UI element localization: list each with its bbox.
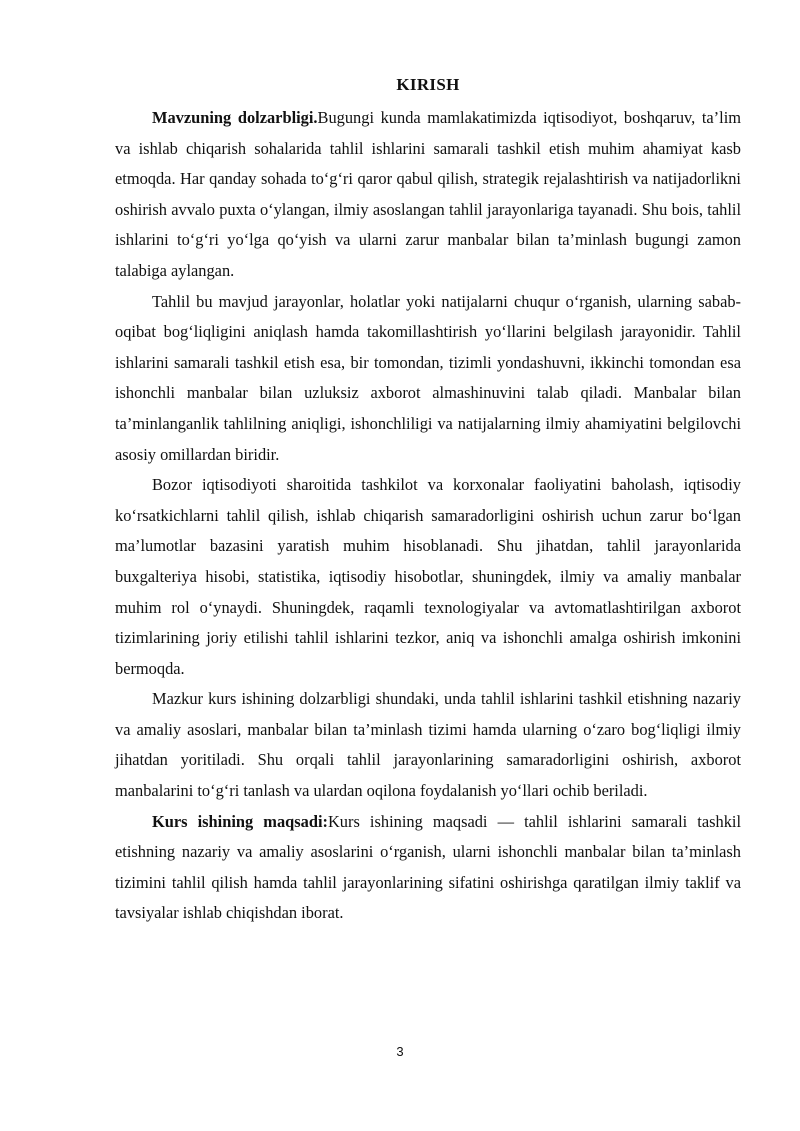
- paragraph-text-course-relevance: Mazkur kurs ishining dolzarbligi shundaki, unda tahlil ishlarini tashkil etishning nazariy va amaliy asoslari, manbalar bilan ta’minlash tizimi hamda ularning o‘zaro bog‘liqligi ilmiy jihatdan yoritiladi. Shu orqali tahlil jarayonlarining samaradorligini oshirish, axborot manbalarini to‘g‘ri tanlash va ulardan oqilona foydalanish yo‘llari ochib beriladi.: [115, 689, 741, 801]
- paragraph-text-analysis-definition: Tahlil bu mavjud jarayonlar, holatlar yoki natijalarni chuqur o‘rganish, ularning sabab-oqibat bog‘liqligini aniqlash hamda takomillashtirish yo‘llarini belgilash jarayonidir. Tahlil ishlarini samarali tashkil etish esa, bir tomondan, tizimli yondashuvni, ikkinchi tomondan esa ishonchli manbalar bilan uzluksiz axborot almashinuvini talab qiladi. Manbalar bilan ta’minlanganlik tahlilning aniqligi, ishonchliligi va natijalarning ilmiy ahamiyatini belgilovchi asosiy omillardan biridir.: [115, 291, 741, 464]
- paragraph-relevance: [115, 103, 741, 287]
- document-page: [115, 68, 741, 929]
- paragraph-market-economy: [115, 470, 741, 684]
- paragraph-lead-course-goal: Kurs ishining maqsadi:: [152, 811, 328, 831]
- paragraph-lead-relevance: Mavzuning dolzarbligi.: [152, 108, 318, 127]
- page-number: 3: [396, 1044, 404, 1059]
- paragraph-course-relevance: [115, 684, 741, 806]
- section-title: KIRISH: [396, 75, 460, 94]
- paragraph-text-course-goal: Kurs ishining maqsadi — tahlil ishlarini samarali tashkil etishning nazariy va amaliy asoslarini o‘rganish, ularni ishonchli manbalar bilan ta’minlash tizimini tahlil qilish hamda tahlil jarayonlarining sifatini oshirishga qaratilgan ilmiy taklif va tavsiyalar ishlab chiqishdan iborat.: [115, 811, 741, 923]
- paragraph-text-market-economy: Bozor iqtisodiyoti sharoitida tashkilot va korxonalar faoliyatini baholash, iqtisodiy ko‘rsatkichlarni tahlil qilish, ishlab chiqarish samaradorligini oshirish uchun zarur bo‘lgan ma’lumotlar bazasini yaratish muhim hisoblanadi. Shu jihatdan, tahlil jarayonlarida buxgalteriya hisobi, statistika, iqtisodiy hisobotlar, shuningdek, ilmiy va amaliy manbalar muhim rol o‘ynaydi. Shuningdek, raqamli texnologiyalar va avtomatlashtirilgan axborot tizimlarining joriy etilishi tahlil ishlarini tezkor, aniq va ishonchli amalga oshirish imkonini bermoqda.: [115, 475, 741, 678]
- paragraph-analysis-definition: [115, 287, 741, 471]
- paragraph-course-goal: [115, 807, 741, 929]
- paragraph-text-relevance: Bugungi kunda mamlakatimizda iqtisodiyot, boshqaruv, ta’lim va ishlab chiqarish sohalarida tahlil ishlarini samarali tashkil etish muhim ahamiyat kasb etmoqda. Har qanday sohada to‘g‘ri qaror qabul qilish, strategik rejalashtirish va natijadorlikni oshirish avvalo puxta o‘ylangan, ilmiy asoslangan tahlil jarayonlariga tayanadi. Shu bois, tahlil ishlarini to‘g‘ri yo‘lga qo‘yish va ularni zarur manbalar bilan ta’minlash bugungi zamon talabiga aylangan.: [115, 108, 742, 280]
